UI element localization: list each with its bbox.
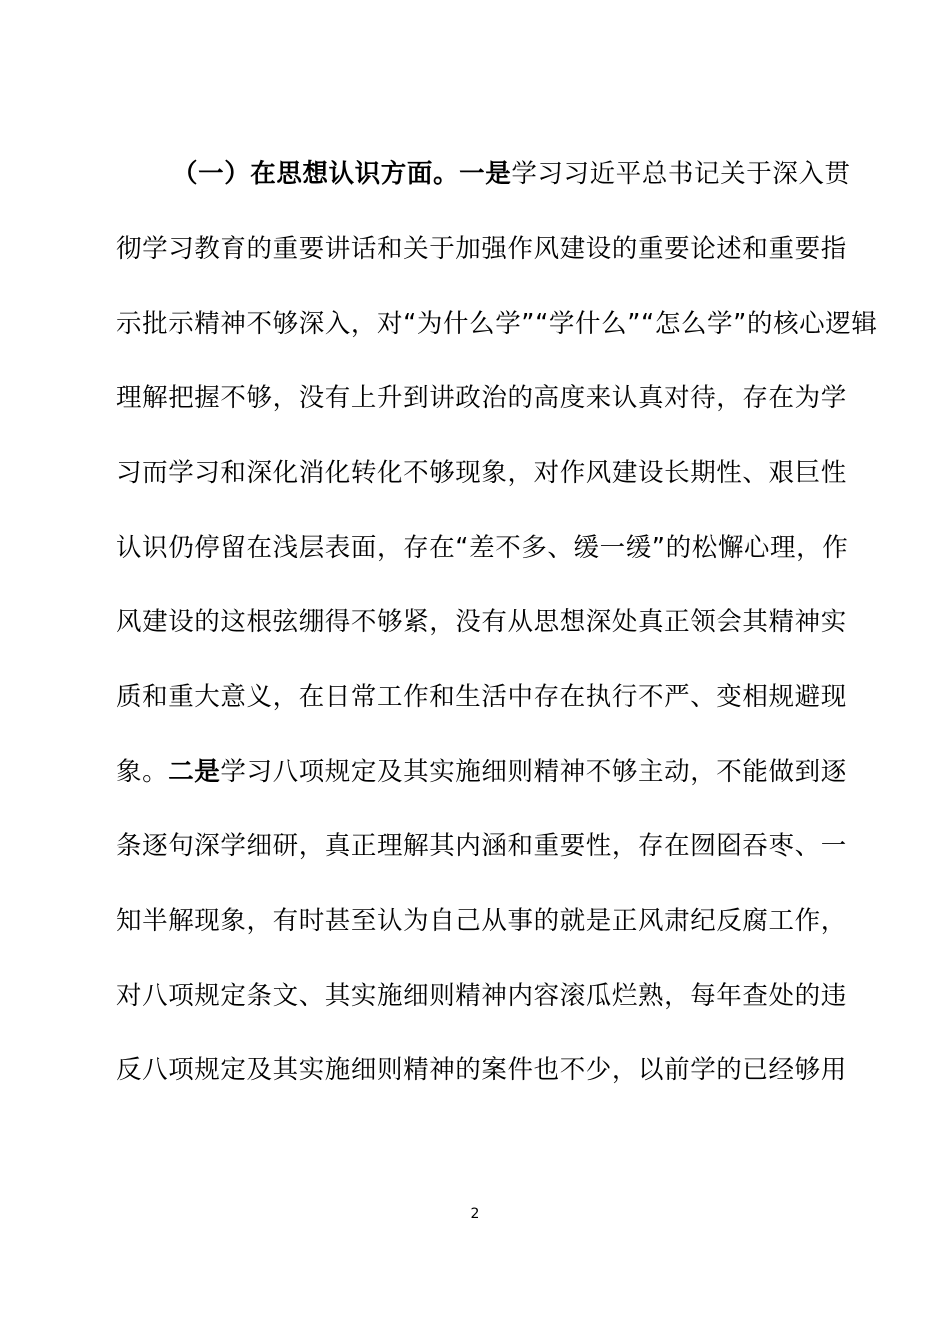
paragraph-line-5 bbox=[116, 453, 847, 493]
line-text: 认识仍停留在浅层表面，存在“差不多、缓一缓”的松懈心理，作 bbox=[116, 533, 849, 563]
paragraph-line-10 bbox=[116, 826, 847, 866]
paragraph-line-8 bbox=[116, 677, 847, 717]
line-text-before: 象。 bbox=[116, 757, 169, 787]
line-text: 反八项规定及其实施细则精神的案件也不少，以前学的已经够用 bbox=[116, 1055, 847, 1085]
line-text: 学习八项规定及其实施细则精神不够主动，不能做到逐 bbox=[220, 757, 847, 787]
paragraph-line-6 bbox=[116, 528, 849, 568]
paragraph-line-7 bbox=[116, 602, 847, 642]
paragraph-line-4 bbox=[116, 378, 847, 418]
paragraph-line-2 bbox=[116, 229, 847, 269]
line-text: 彻学习教育的重要讲话和关于加强作风建设的重要论述和重要指 bbox=[116, 234, 847, 264]
line-text: 知半解现象，有时甚至认为自己从事的就是正风肃纪反腐工作， bbox=[116, 906, 847, 936]
paragraph-line-11 bbox=[116, 901, 847, 941]
paragraph-line-1 bbox=[172, 154, 851, 194]
line-text: 对八项规定条文、其实施细则精神内容滚瓜烂熟，每年查处的违 bbox=[116, 981, 847, 1011]
line-text: 学习习近平总书记关于深入贯 bbox=[511, 159, 851, 189]
line-text: 示批示精神不够深入，对“为什么学”“学什么”“怎么学”的核心逻辑 bbox=[116, 309, 878, 339]
line-text: 理解把握不够，没有上升到讲政治的高度来认真对待，存在为学 bbox=[116, 383, 847, 413]
line-text: 风建设的这根弦绷得不够紧，没有从思想深处真正领会其精神实 bbox=[116, 607, 847, 637]
line-text: 质和重大意义，在日常工作和生活中存在执行不严、变相规避现 bbox=[116, 682, 847, 712]
paragraph-line-12 bbox=[116, 976, 847, 1016]
line-text: 条逐句深学细研，真正理解其内涵和重要性，存在囫囵吞枣、一 bbox=[116, 831, 847, 861]
point-marker: 二是 bbox=[168, 757, 221, 787]
section-heading: （一）在思想认识方面。一是 bbox=[172, 159, 512, 189]
paragraph-line-3 bbox=[116, 304, 878, 344]
paragraph-line-13 bbox=[116, 1050, 847, 1090]
line-text: 习而学习和深化消化转化不够现象，对作风建设长期性、艰巨性 bbox=[116, 458, 847, 488]
paragraph-line-9 bbox=[116, 752, 847, 792]
page-number: 2 bbox=[470, 1206, 480, 1222]
